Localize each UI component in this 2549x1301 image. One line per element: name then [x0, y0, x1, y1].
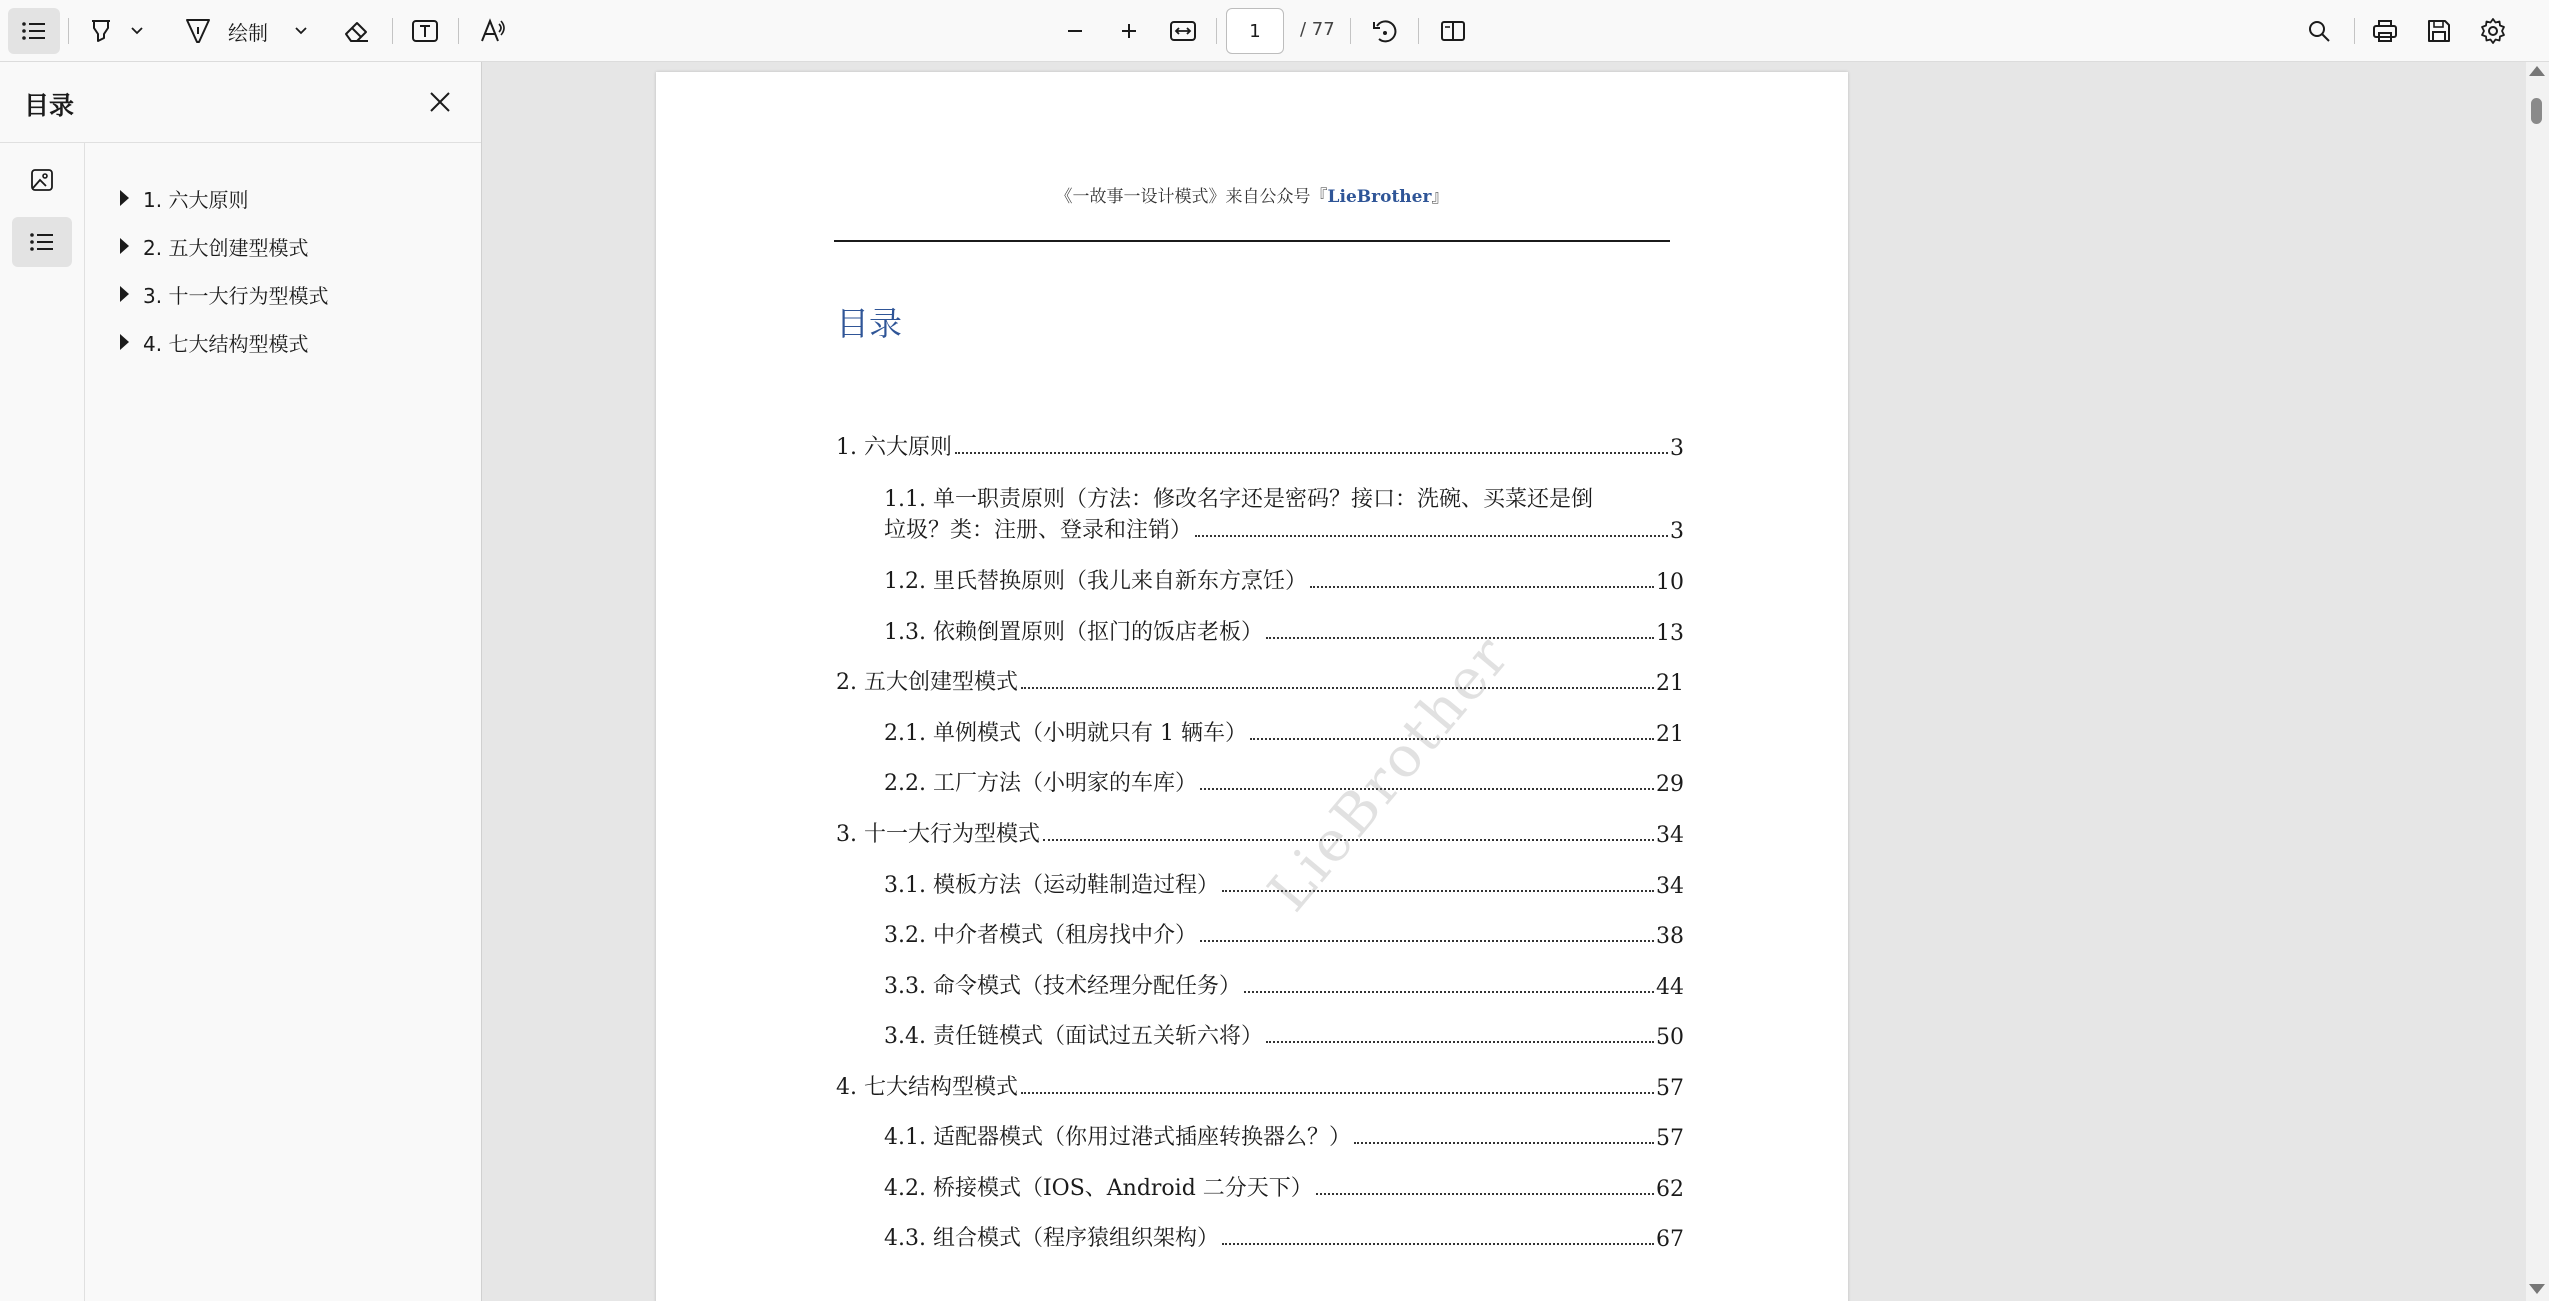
close-icon [428, 90, 452, 114]
toc-entry-page: 21 [1656, 722, 1684, 747]
outline-tree [120, 174, 328, 366]
highlighter-icon [88, 18, 116, 44]
outline-sidebar [0, 62, 482, 1301]
toc-entry-page: 21 [1656, 671, 1684, 696]
read-aloud-icon [479, 18, 507, 44]
toc-entry-page: 57 [1656, 1126, 1684, 1151]
gear-icon [2479, 17, 2507, 45]
toc-entry-page: 50 [1656, 1025, 1684, 1050]
toc-entry-text: 1.3. 依赖倒置原则（抠门的饭店老板） [884, 620, 1263, 645]
image-icon [30, 168, 54, 192]
rotate-icon [1371, 17, 1399, 45]
expand-arrow-icon[interactable] [120, 238, 129, 254]
page-view-button[interactable] [1430, 8, 1476, 54]
erase-button[interactable] [334, 8, 380, 54]
scroll-up-arrow-icon[interactable] [2529, 66, 2545, 76]
toc-entry[interactable] [884, 1019, 1684, 1050]
draw-label: 绘制 [228, 20, 268, 45]
expand-arrow-icon[interactable] [120, 286, 129, 302]
toc-entry-text: 2.1. 单例模式（小明就只有 1 辆车） [884, 721, 1247, 746]
header-divider [834, 240, 1670, 242]
outline-item[interactable] [120, 174, 328, 222]
scroll-down-arrow-icon[interactable] [2529, 1284, 2545, 1294]
toc-entry[interactable] [884, 564, 1684, 595]
rotate-button[interactable] [1362, 8, 1408, 54]
search-button[interactable] [2296, 8, 2342, 54]
toc-entry-page: 44 [1656, 975, 1684, 1000]
toc-entry[interactable] [884, 1120, 1684, 1151]
page-total-label: / 77 [1300, 19, 1335, 40]
page-view-icon [1439, 19, 1467, 43]
zoom-in-button[interactable] [1106, 8, 1152, 54]
sidebar-header [0, 62, 481, 143]
print-button[interactable] [2362, 8, 2408, 54]
toc-entry-page: 62 [1656, 1177, 1684, 1202]
list-icon [21, 20, 47, 42]
outline-item-label: 3. 十一大行为型模式 [143, 283, 329, 308]
minus-icon [1065, 21, 1085, 41]
list-icon [29, 231, 55, 253]
toc-entry[interactable] [884, 969, 1684, 1000]
toc-entry-page: 13 [1656, 621, 1684, 646]
pdf-page [656, 72, 1848, 1301]
toc-entry-page: 3 [1670, 519, 1684, 544]
header-brand: LieBrother [1327, 187, 1432, 207]
toc-entry-text: 4.3. 组合模式（程序猿组织架构） [884, 1226, 1219, 1251]
save-icon [2426, 18, 2452, 44]
toc-entry[interactable] [884, 1171, 1684, 1202]
scrollbar-thumb[interactable] [2531, 98, 2542, 124]
outline-item[interactable] [120, 270, 328, 318]
toc-entry[interactable] [836, 1070, 1684, 1101]
header-suffix: 』 [1431, 187, 1449, 207]
fit-width-icon [1169, 19, 1197, 43]
settings-button[interactable] [2470, 8, 2516, 54]
save-button[interactable] [2416, 8, 2462, 54]
toc-entry-page: 3 [1670, 436, 1684, 461]
read-aloud-button[interactable] [470, 8, 516, 54]
outline-item-label: 4. 七大结构型模式 [143, 331, 309, 356]
toc-entry-text: 3.2. 中介者模式（租房找中介） [884, 923, 1197, 948]
toc-entry-text: 1. 六大原则 [836, 435, 952, 460]
header-prefix: 《一故事一设计模式》来自公众号『 [1055, 187, 1328, 207]
chevron-down-icon [130, 26, 144, 36]
toc-entry-page: 67 [1656, 1227, 1684, 1252]
outline-item[interactable] [120, 222, 328, 270]
thumbnails-tab[interactable] [12, 155, 72, 205]
highlight-button[interactable] [80, 8, 152, 54]
outline-item-label: 2. 五大创建型模式 [143, 235, 309, 260]
document-viewer[interactable] [482, 62, 2526, 1301]
plus-icon [1119, 21, 1139, 41]
chevron-down-icon [294, 26, 308, 36]
expand-arrow-icon[interactable] [120, 334, 129, 350]
eraser-icon [343, 18, 371, 44]
page-number-input[interactable] [1226, 8, 1284, 54]
zoom-out-button[interactable] [1052, 8, 1098, 54]
sidebar-title: 目录 [24, 91, 75, 120]
fit-width-button[interactable] [1160, 8, 1206, 54]
toolbar [0, 0, 2549, 62]
toc-entry-page: 34 [1656, 874, 1684, 899]
toc-entry-text: 4.1. 适配器模式（你用过港式插座转换器么？） [884, 1125, 1351, 1150]
toc-entry-page: 38 [1656, 924, 1684, 949]
page-header [656, 182, 1848, 207]
toc-entry-page: 34 [1656, 823, 1684, 848]
draw-button[interactable] [178, 8, 314, 54]
printer-icon [2371, 18, 2399, 44]
watermark: LieBrother [1256, 622, 1524, 924]
toc-entry[interactable] [884, 615, 1684, 646]
toc-entry[interactable] [884, 1221, 1684, 1252]
sidebar-rail [0, 143, 85, 1301]
close-sidebar-button[interactable] [420, 82, 460, 122]
search-icon [2307, 19, 2331, 43]
toc-entry-text: 垃圾？类：注册、登录和注销） [884, 518, 1193, 543]
add-text-button[interactable] [402, 8, 448, 54]
toc-entry[interactable] [836, 817, 1684, 848]
toc-entry-text: 1.2. 里氏替换原则（我儿来自新东方烹饪） [884, 569, 1307, 594]
toc-entry-text: 3. 十一大行为型模式 [836, 822, 1040, 847]
toc-entry-text: 2.2. 工厂方法（小明家的车库） [884, 771, 1197, 796]
toc-entry[interactable] [884, 918, 1684, 949]
toc-entry-page: 10 [1656, 570, 1684, 595]
toc-entry[interactable] [884, 868, 1684, 899]
toc-entry-page: 57 [1656, 1076, 1684, 1101]
pen-icon [184, 17, 212, 45]
toc-entry-text: 4. 七大结构型模式 [836, 1075, 1018, 1100]
toc-entry[interactable] [884, 513, 1684, 544]
outline-item[interactable] [120, 318, 328, 366]
toc-title: 目录 [836, 304, 902, 343]
expand-arrow-icon[interactable] [120, 190, 129, 206]
toc-entry-page: 29 [1656, 772, 1684, 797]
toc-entry-text: 3.3. 命令模式（技术经理分配任务） [884, 974, 1241, 999]
toc-entry-text: 2. 五大创建型模式 [836, 670, 1018, 695]
outline-tab[interactable] [12, 217, 72, 267]
vertical-scrollbar[interactable] [2526, 62, 2549, 1301]
table-of-contents-button[interactable] [8, 8, 60, 54]
toc-entry-text: 3.4. 责任链模式（面试过五关斩六将） [884, 1024, 1263, 1049]
toc-entry[interactable] [884, 766, 1684, 797]
toc-entry-text: 3.1. 模板方法（运动鞋制造过程） [884, 873, 1219, 898]
toc-entry[interactable] [836, 430, 1684, 461]
outline-item-label: 1. 六大原则 [143, 187, 249, 212]
toc-entry[interactable] [836, 665, 1684, 696]
toc-entry[interactable] [884, 716, 1684, 747]
toc-entry-text: 4.2. 桥接模式（IOS、Android 二分天下） [884, 1176, 1313, 1201]
text-box-icon [411, 18, 439, 44]
toc-entry-text[interactable]: 1.1. 单一职责原则（方法：修改名字还是密码？接口：洗碗、买菜还是倒 [884, 487, 1593, 512]
